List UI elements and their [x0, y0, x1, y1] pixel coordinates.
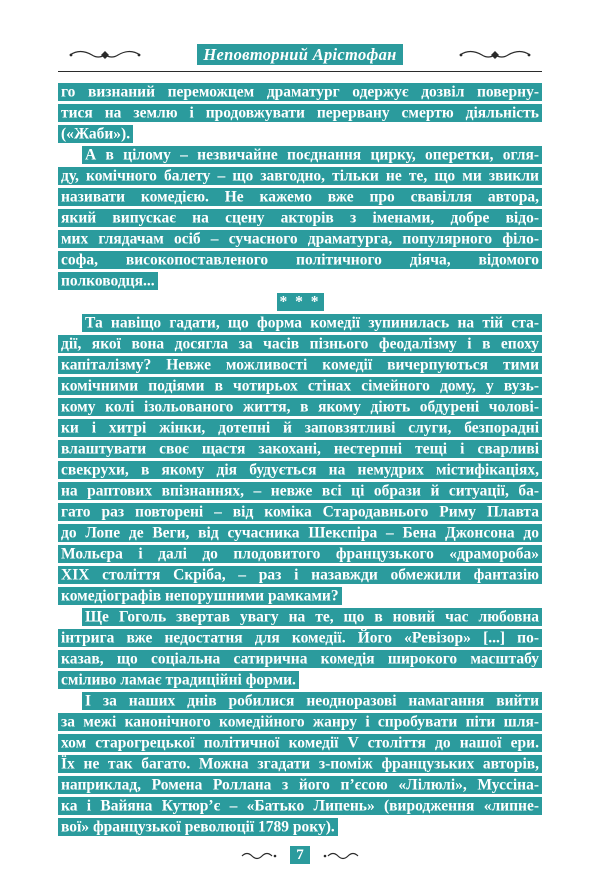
- text-line: І за наших днів робилися неодноразові намагання вийти: [58, 690, 542, 711]
- text-line: А в цілому – незвичайне поєднання цирку, оперетки, огля-: [58, 144, 542, 165]
- text-line: полководця...: [58, 270, 542, 291]
- text-line: вої» французької революції 1789 року).: [58, 816, 542, 837]
- text-line: Їх не так багато. Можна згадати з-поміж французьких авторів,: [58, 753, 542, 774]
- page-number: 7: [290, 847, 310, 864]
- text-line: мих глядачам осіб – сучасного драматурга, популярного філо-: [58, 228, 542, 249]
- text-line: ка і Вайяна Кутюр’є – «Батько Липень» (виродження «липне-: [58, 795, 542, 816]
- page-header: [58, 42, 542, 68]
- page-title: Неповторний Арістофан: [197, 45, 402, 65]
- page-body: [58, 81, 542, 837]
- footer-flourish-left-icon: [240, 851, 278, 861]
- text-line: за межі канонічного комедійного жанру і спробувати піти шля-: [58, 711, 542, 732]
- header-flourish-right-icon: [458, 47, 532, 63]
- text-line: комічними подіями в чотирьох стінах сімейного дому, у вузь-: [58, 375, 542, 396]
- text-line: Мольєра і далі до плодовитого французького «драмороба»: [58, 543, 542, 564]
- text-line: на раптових впізнаннях, – невже всі ці образи й ситуації, ба-: [58, 480, 542, 501]
- text-line: який випускає на сцену акторів з іменами, добре відо-: [58, 207, 542, 228]
- text-line: влаштувати своє щастя закохані, нестерпні тещі і сварливі: [58, 438, 542, 459]
- text-line: до Лопе де Веги, від сучасника Шекспіра – Бена Джонсона до: [58, 522, 542, 543]
- text-line: сміливо ламає традиційні форми.: [58, 669, 542, 690]
- text-line: капіталізму? Невже можливості комедії вичерпуються тими: [58, 354, 542, 375]
- text-line: го визнаний переможцем драматург одержує дозвіл поверну-: [58, 81, 542, 102]
- text-line: інтрига вже недостатня для комедії. Його «Ревізор» [...] по-: [58, 627, 542, 648]
- header-rule: [58, 71, 542, 72]
- text-line: хом старогрецької політичної комедії V століття до нашої ери.: [58, 732, 542, 753]
- text-line: гато раз повторені – від коміка Стародавнього Риму Плавта: [58, 501, 542, 522]
- text-line: Ще Гоголь звертав увагу на те, що в новий час любовна: [58, 606, 542, 627]
- header-flourish-left-icon: [68, 47, 142, 63]
- text-line: XIX століття Скріба, – раз і назавжди обмежили фантазію: [58, 564, 542, 585]
- text-line: називати комедією. Не кажемо вже про свавілля автора,: [58, 186, 542, 207]
- text-line: ки і хитрі жінки, дотепні й заповзятливі слуги, безпорадні: [58, 417, 542, 438]
- text-line: наприклад, Ромена Роллана з його п’єсою «Лілюлі», Муссіна-: [58, 774, 542, 795]
- text-line: тися на землю і продовжувати перервану смертю діяльність: [58, 102, 542, 123]
- text-line: кому колі ізольованого життя, в якому діють обдурені чолові-: [58, 396, 542, 417]
- text-line: дії, якої вона досягла за часів пізнього феодалізму і в епоху: [58, 333, 542, 354]
- text-line: ду, комічного балету – що завгодно, тільки не те, що ми звикли: [58, 165, 542, 186]
- section-separator: * * *: [58, 291, 542, 312]
- text-line: свекрухи, в якому дія будується на немудрих містифікаціях,: [58, 459, 542, 480]
- text-line: Та навіщо гадати, що форма комедії зупинилась на тій ста-: [58, 312, 542, 333]
- text-line: казав, що соціальна сатирична комедія широкого масштабу: [58, 648, 542, 669]
- text-line: софа, високопоставленого політичного діяча, відомого: [58, 249, 542, 270]
- text-line: («Жаби»).: [58, 123, 542, 144]
- page-footer: [58, 847, 542, 864]
- footer-flourish-right-icon: [322, 851, 360, 861]
- text-line: комедіографів непорушними рамками?: [58, 585, 542, 606]
